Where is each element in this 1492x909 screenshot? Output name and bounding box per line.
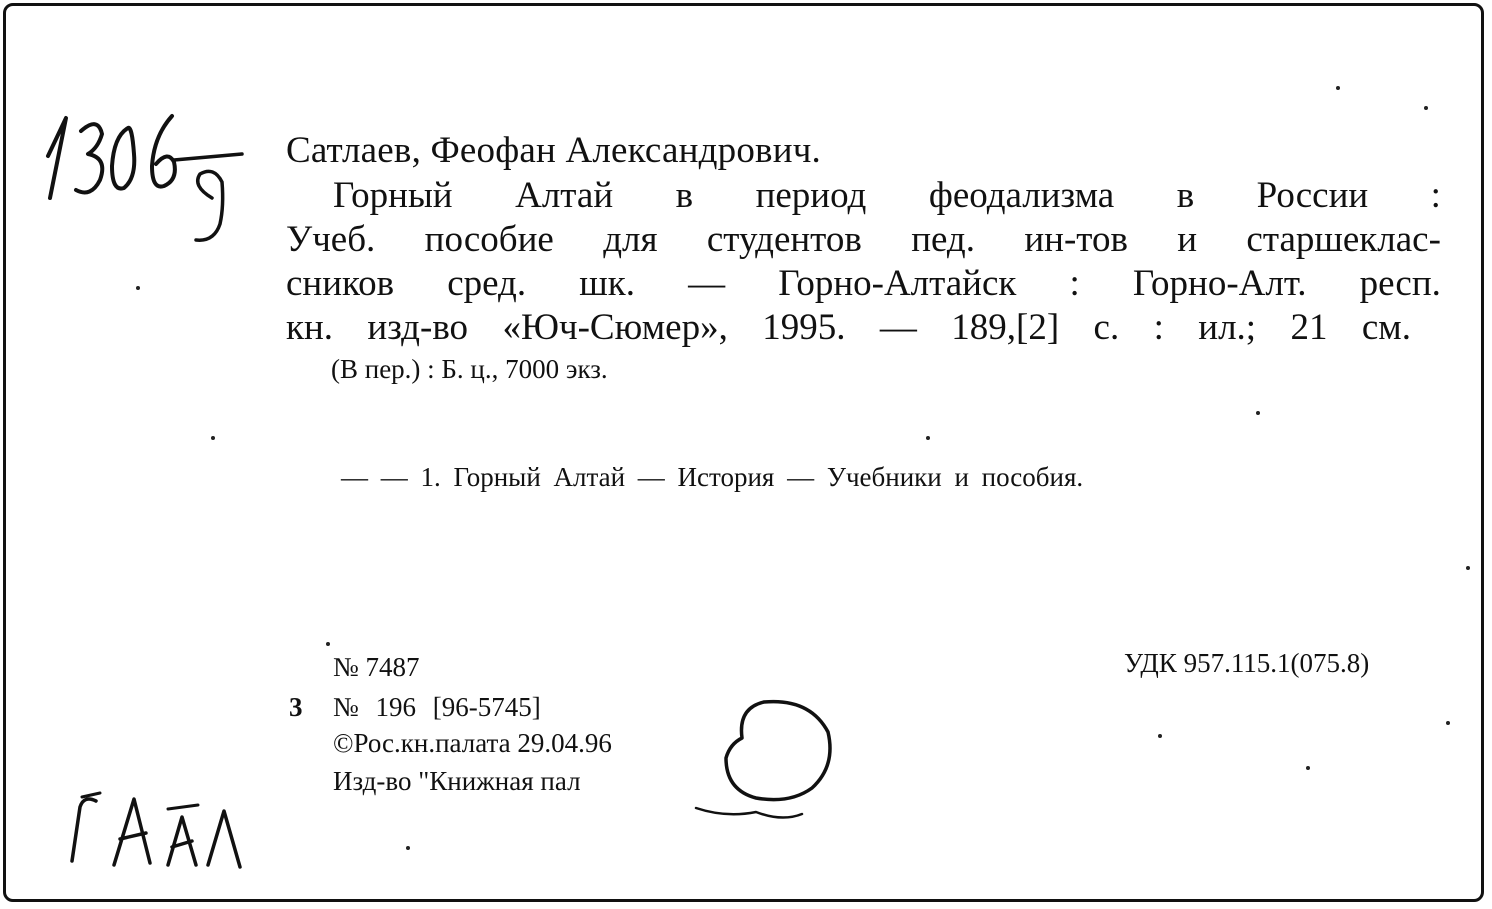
word: респ. [1359,263,1441,304]
word: Учеб. [286,219,376,260]
subject-line: — — 1. Горный Алтай — История — Учебники и пособия. [341,462,1084,492]
description-line-1 [333,174,1441,217]
speck [1446,721,1450,725]
udk-index: УДК 957.115.1(075.8) [1124,648,1370,678]
speck [926,436,930,440]
word: кн. [286,307,334,348]
word: старшеклас- [1246,219,1441,260]
description-line-4 [286,306,1411,349]
word: : [1069,263,1080,304]
word: студентов [706,219,862,260]
record-number: № 7487 [333,652,420,682]
stamp-circle [686,696,846,836]
author-heading: Сатлаев, Феофан Александрович. [286,130,821,171]
word: в [1176,175,1195,216]
word: — [688,263,726,304]
speck [406,846,410,850]
word: в [675,175,694,216]
description-line-3 [286,262,1441,305]
price-line: (В пер.) : Б. ц., 7000 экз. [331,354,608,384]
description-line-2 [286,218,1441,261]
catalog-card [3,3,1484,902]
speck [1158,734,1162,738]
word: сред. [447,263,527,304]
word: Алтай [515,175,614,216]
speck [1256,411,1260,415]
word: «Юч-Сюмер», [502,307,728,348]
word: Горно-Алт. [1132,263,1307,304]
speck [1306,766,1310,770]
word: 189,[2] [951,307,1060,348]
word: шк. [579,263,635,304]
card-number-prefix: 3 [289,692,303,722]
word: : [1153,307,1164,348]
word: с. [1093,307,1120,348]
card-number: № 196 [96-5745] [333,692,541,722]
word: изд-во [367,307,469,348]
word: 1995. [762,307,846,348]
handwritten-signature [56,781,266,891]
word: пед. [911,219,975,260]
copyright-line: ©Рос.кн.палата 29.04.96 [333,728,612,758]
speck [211,436,215,440]
word: — [879,307,917,348]
word: пособие [424,219,554,260]
word: период [755,175,867,216]
word: Горно-Алтайск [778,263,1017,304]
speck [1336,86,1340,90]
word: ил.; [1198,307,1257,348]
word: см. [1361,307,1411,348]
word: сников [286,263,395,304]
word: : [1430,175,1441,216]
publisher-line: Изд-во "Книжная пал [333,766,581,796]
speck [1424,106,1428,110]
speck [136,286,140,290]
word: для [603,219,658,260]
word: России [1256,175,1369,216]
word: и [1177,219,1198,260]
word: ин-тов [1024,219,1128,260]
word: феодализма [928,175,1115,216]
speck [326,642,330,646]
word: Горный [333,175,453,216]
word: 21 [1290,307,1328,348]
speck [1466,566,1470,570]
handwritten-shelfmark [36,106,266,266]
